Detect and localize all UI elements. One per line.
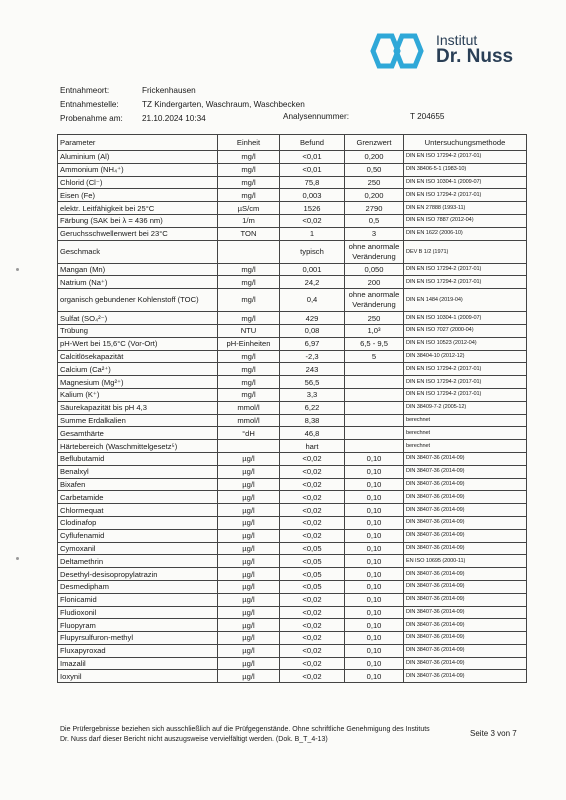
cell-grenzwert: 0,10 [345,580,404,593]
analysennummer-value: T 204655 [410,112,445,121]
cell-parameter: Beflubutamid [58,452,218,465]
cell-grenzwert: 0,10 [345,478,404,491]
cell-grenzwert: 0,10 [345,452,404,465]
cell-einheit: mg/l [218,263,280,276]
cell-einheit: mmol/l [218,414,280,427]
cell-methode: DIN EN ISO 10304-1 (2009-07) [404,176,527,189]
table-row [58,388,527,401]
cell-parameter: Imazalil [58,657,218,670]
cell-methode: berechnet [404,440,527,453]
cell-einheit: µg/l [218,529,280,542]
cell-methode: DIN 38407-36 (2014-09) [404,632,527,645]
cell-einheit: TON [218,227,280,240]
cell-einheit: mg/l [218,163,280,176]
cell-parameter: Mangan (Mn) [58,263,218,276]
cell-befund: <0,05 [280,542,345,555]
table-row [58,478,527,491]
cell-parameter: Calcitlösekapazität [58,350,218,363]
cell-grenzwert: 0,10 [345,529,404,542]
probenahme-value: 21.10.2024 10:34 [142,114,206,123]
cell-grenzwert: 0,10 [345,632,404,645]
table-row [58,227,527,240]
cell-einheit: °dH [218,427,280,440]
brand-line2: Dr. Nuss [436,46,514,67]
cell-grenzwert: 0,10 [345,542,404,555]
cell-grenzwert: 1,0³ [345,324,404,337]
cell-befund: 1 [280,227,345,240]
cell-einheit: µg/l [218,593,280,606]
cell-befund: 0,001 [280,263,345,276]
cell-befund: <0,01 [280,151,345,164]
cell-grenzwert [345,388,404,401]
cell-parameter: Fludioxonil [58,606,218,619]
cell-grenzwert [345,376,404,389]
table-body [58,151,527,683]
cell-methode: DIN EN ISO 10523 (2012-04) [404,337,527,350]
cell-grenzwert: 0,200 [345,189,404,202]
cell-befund: <0,02 [280,670,345,683]
cell-befund: <0,02 [280,478,345,491]
table-row [58,363,527,376]
cell-befund: <0,02 [280,465,345,478]
cell-einheit: mg/l [218,376,280,389]
table-row [58,516,527,529]
cell-grenzwert: 0,050 [345,263,404,276]
cell-methode: DIN 38407-36 (2014-09) [404,580,527,593]
cell-grenzwert: 0,10 [345,516,404,529]
cell-methode: DIN 38404-10 (2012-12) [404,350,527,363]
institute-logo [368,30,538,70]
cell-parameter: Cymoxanil [58,542,218,555]
table-row [58,657,527,670]
cell-einheit: µg/l [218,606,280,619]
cell-methode: DIN EN ISO 17294-2 (2017-01) [404,376,527,389]
cell-parameter: Ammonium (NH₄⁺) [58,163,218,176]
cell-grenzwert: 0,10 [345,619,404,632]
cell-befund: 243 [280,363,345,376]
header-einheit: Einheit [218,135,280,151]
entnahmeort-value: Frickenhausen [142,86,196,95]
punch-hole-mark [16,557,19,560]
cell-befund: 0,003 [280,189,345,202]
cell-methode: DIN 38407-36 (2014-09) [404,657,527,670]
table-row [58,263,527,276]
cell-einheit: µg/l [218,491,280,504]
cell-befund: <0,01 [280,163,345,176]
cell-einheit: mg/l [218,350,280,363]
cell-parameter: Chlorid (Cl⁻) [58,176,218,189]
cell-befund: 0,08 [280,324,345,337]
table-row [58,163,527,176]
cell-grenzwert: 2790 [345,202,404,215]
cell-parameter: Natrium (Na⁺) [58,276,218,289]
table-row [58,151,527,164]
cell-einheit [218,240,280,263]
cell-befund: <0,02 [280,593,345,606]
cell-einheit: mg/l [218,388,280,401]
cell-methode: DIN 38407-36 (2014-09) [404,478,527,491]
cell-parameter: Desmedipham [58,580,218,593]
header-parameter: Parameter [58,135,218,151]
cell-grenzwert: 0,10 [345,593,404,606]
cell-einheit: mg/l [218,176,280,189]
cell-einheit: mg/l [218,276,280,289]
cell-methode: DIN EN ISO 17294-2 (2017-01) [404,151,527,164]
cell-einheit: µg/l [218,670,280,683]
cell-befund: <0,02 [280,619,345,632]
table-row [58,606,527,619]
cell-methode: DIN 38407-36 (2014-09) [404,619,527,632]
entnahmeort-label: Entnahmeort: [60,86,110,95]
results-table [57,134,527,683]
cell-befund: <0,02 [280,606,345,619]
cell-einheit: 1/m [218,214,280,227]
cell-methode: DIN EN ISO 10304-1 (2009-07) [404,312,527,325]
cell-parameter: Summe Erdalkalien [58,414,218,427]
cell-einheit: µg/l [218,542,280,555]
cell-parameter: Bixafen [58,478,218,491]
table-row [58,670,527,683]
cell-methode: DIN 38409-7-2 (2005-12) [404,401,527,414]
table-row [58,414,527,427]
cell-methode: DIN 38407-36 (2014-09) [404,606,527,619]
cell-einheit: µg/l [218,632,280,645]
cell-parameter: Ioxynil [58,670,218,683]
cell-parameter: Chlormequat [58,504,218,517]
cell-einheit: µg/l [218,516,280,529]
cell-methode: DIN 38407-36 (2014-09) [404,529,527,542]
cell-befund: <0,05 [280,580,345,593]
cell-parameter: Fluopyram [58,619,218,632]
cell-methode: DIN 38407-36 (2014-09) [404,644,527,657]
cell-befund: typisch [280,240,345,263]
cell-grenzwert: 200 [345,276,404,289]
cell-grenzwert [345,401,404,414]
cell-parameter: pH-Wert bei 15,6°C (Vor-Ort) [58,337,218,350]
table-row [58,440,527,453]
table-row [58,324,527,337]
cell-parameter: Geschmack [58,240,218,263]
cell-einheit: µg/l [218,478,280,491]
table-row [58,276,527,289]
cell-einheit: mmol/l [218,401,280,414]
table-row [58,542,527,555]
cell-methode: DIN EN ISO 17294-2 (2017-01) [404,189,527,202]
hexagon-logo-icon [368,33,430,69]
cell-einheit: µg/l [218,580,280,593]
cell-grenzwert: 0,10 [345,555,404,568]
cell-grenzwert: 0,10 [345,568,404,581]
cell-grenzwert: 0,10 [345,644,404,657]
cell-grenzwert: 0,10 [345,670,404,683]
cell-grenzwert: 0,10 [345,491,404,504]
punch-hole-mark [16,268,19,271]
cell-grenzwert: 0,10 [345,465,404,478]
cell-parameter: Clodinafop [58,516,218,529]
cell-methode: DIN 38407-36 (2014-09) [404,465,527,478]
table-row [58,401,527,414]
table-row [58,240,527,263]
cell-parameter: Desethyl-desisopropylatrazin [58,568,218,581]
cell-methode: DIN EN 1622 (2006-10) [404,227,527,240]
cell-grenzwert: 0,50 [345,163,404,176]
cell-parameter: Aluminium (Al) [58,151,218,164]
header-befund: Befund [280,135,345,151]
cell-parameter: Kalium (K⁺) [58,388,218,401]
cell-methode: EN ISO 10695 (2000-11) [404,555,527,568]
cell-methode: DIN 38407-36 (2014-09) [404,670,527,683]
cell-einheit: µg/l [218,504,280,517]
table-row [58,491,527,504]
cell-befund: 24,2 [280,276,345,289]
table-row [58,312,527,325]
cell-befund: <0,02 [280,632,345,645]
cell-methode: DIN 38407-36 (2014-09) [404,452,527,465]
cell-befund: <0,02 [280,644,345,657]
table-row [58,350,527,363]
cell-parameter: Benalxyl [58,465,218,478]
table-row [58,214,527,227]
cell-grenzwert: 0,5 [345,214,404,227]
brand-line1: Institut [436,32,478,48]
table-row [58,289,527,312]
cell-methode: berechnet [404,427,527,440]
cell-befund: 46,8 [280,427,345,440]
cell-methode: DIN 38407-36 (2014-09) [404,504,527,517]
cell-einheit: µS/cm [218,202,280,215]
cell-einheit: pH-Einheiten [218,337,280,350]
cell-parameter: Deltamethrin [58,555,218,568]
cell-befund: <0,02 [280,529,345,542]
cell-methode: DIN 38407-36 (2014-09) [404,491,527,504]
table-row [58,568,527,581]
cell-befund: hart [280,440,345,453]
cell-befund: 429 [280,312,345,325]
cell-grenzwert: 0,200 [345,151,404,164]
cell-befund: <0,02 [280,452,345,465]
cell-grenzwert: 0,10 [345,657,404,670]
table-row [58,465,527,478]
cell-parameter: Sulfat (SO₄²⁻) [58,312,218,325]
cell-methode: DIN EN ISO 17294-2 (2017-01) [404,276,527,289]
cell-methode: DIN EN ISO 17294-2 (2017-01) [404,263,527,276]
cell-grenzwert: 0,10 [345,606,404,619]
table-row [58,619,527,632]
cell-befund: <0,02 [280,214,345,227]
cell-grenzwert [345,440,404,453]
probenahme-label: Probenahme am: [60,114,123,123]
table-row [58,427,527,440]
entnahmestelle-label: Entnahmestelle: [60,100,119,109]
cell-befund: 8,38 [280,414,345,427]
cell-methode: DIN 38407-36 (2014-09) [404,593,527,606]
cell-parameter: organisch gebundener Kohlenstoff (TOC) [58,289,218,312]
cell-grenzwert: 250 [345,312,404,325]
table-row [58,632,527,645]
cell-parameter: elektr. Leitfähigkeit bei 25°C [58,202,218,215]
cell-einheit: µg/l [218,644,280,657]
cell-einheit: µg/l [218,555,280,568]
cell-befund: 6,22 [280,401,345,414]
table-row [58,376,527,389]
cell-einheit: mg/l [218,289,280,312]
cell-einheit: mg/l [218,189,280,202]
cell-grenzwert [345,414,404,427]
cell-parameter: Trübung [58,324,218,337]
cell-befund: 0,4 [280,289,345,312]
entnahmestelle-value: TZ Kindergarten, Waschraum, Waschbecken [142,100,305,109]
table-row [58,202,527,215]
cell-einheit: mg/l [218,363,280,376]
cell-methode: DIN EN ISO 7887 (2012-04) [404,214,527,227]
cell-parameter: Säurekapazität bis pH 4,3 [58,401,218,414]
cell-methode: DIN 38407-36 (2014-09) [404,516,527,529]
cell-befund: 1526 [280,202,345,215]
cell-parameter: Gesamthärte [58,427,218,440]
cell-grenzwert [345,427,404,440]
cell-methode: DIN 38406-5-1 (1983-10) [404,163,527,176]
cell-einheit: µg/l [218,657,280,670]
cell-methode: berechnet [404,414,527,427]
cell-grenzwert: 250 [345,176,404,189]
cell-grenzwert: 5 [345,350,404,363]
cell-grenzwert: 6,5 - 9,5 [345,337,404,350]
cell-befund: <0,02 [280,657,345,670]
cell-methode: DIN 38407-36 (2014-09) [404,542,527,555]
cell-parameter: Flupyrsulfuron-methyl [58,632,218,645]
cell-parameter: Eisen (Fe) [58,189,218,202]
table-row [58,452,527,465]
cell-parameter: Cyflufenamid [58,529,218,542]
table-row [58,504,527,517]
table-row [58,593,527,606]
cell-befund: <0,05 [280,568,345,581]
header-grenzwert: Grenzwert [345,135,404,151]
cell-methode: DIN EN ISO 17294-2 (2017-01) [404,388,527,401]
cell-befund: <0,02 [280,516,345,529]
cell-einheit: µg/l [218,619,280,632]
cell-einheit: µg/l [218,568,280,581]
cell-methode: DIN EN 27888 (1993-11) [404,202,527,215]
cell-parameter: Calcium (Ca²⁺) [58,363,218,376]
cell-grenzwert: 3 [345,227,404,240]
cell-parameter: Fluxapyroxad [58,644,218,657]
cell-befund: <0,05 [280,555,345,568]
cell-einheit: mg/l [218,312,280,325]
table-row [58,176,527,189]
table-row [58,189,527,202]
cell-methode: DIN EN ISO 7027 (2000-04) [404,324,527,337]
cell-befund: <0,02 [280,491,345,504]
cell-einheit [218,440,280,453]
cell-einheit: mg/l [218,151,280,164]
analysennummer-label: Analysennummer: [283,112,349,121]
cell-grenzwert: ohne anormale Veränderung [345,240,404,263]
cell-parameter: Härtebereich (Waschmittelgesetz⁵) [58,440,218,453]
cell-befund: 3,3 [280,388,345,401]
table-row [58,337,527,350]
cell-einheit: NTU [218,324,280,337]
cell-grenzwert [345,363,404,376]
cell-befund: 6,97 [280,337,345,350]
cell-befund: 56,5 [280,376,345,389]
cell-parameter: Magnesium (Mg²⁺) [58,376,218,389]
table-row [58,529,527,542]
cell-einheit: µg/l [218,465,280,478]
page-number: Seite 3 von 7 [470,729,517,738]
cell-parameter: Geruchsschwellenwert bei 23°C [58,227,218,240]
cell-grenzwert: ohne anormale Veränderung [345,289,404,312]
cell-befund: <0,02 [280,504,345,517]
cell-parameter: Färbung (SAK bei λ = 436 nm) [58,214,218,227]
cell-parameter: Flonicamid [58,593,218,606]
cell-methode: DIN EN 1484 (2019-04) [404,289,527,312]
cell-methode: DEV B 1/2 (1971) [404,240,527,263]
cell-befund: 75,8 [280,176,345,189]
table-row [58,580,527,593]
footer-note: Die Prüfergebnisse beziehen sich ausschließlich auf die Prüfgegenstände. Ohne schriftliche Genehmigung des Instituts Dr. Nuss darf dieser Bericht nicht auszugsweise vervielfältigt werden. (Dok. B_T_4-13) [60,726,430,743]
table-header-row [58,135,527,151]
cell-parameter: Carbetamide [58,491,218,504]
cell-befund: -2,3 [280,350,345,363]
cell-einheit: µg/l [218,452,280,465]
table-row [58,644,527,657]
cell-grenzwert: 0,10 [345,504,404,517]
table-row [58,555,527,568]
cell-methode: DIN 38407-36 (2014-09) [404,568,527,581]
header-methode: Untersuchungsmethode [404,135,527,151]
cell-methode: DIN EN ISO 17294-2 (2017-01) [404,363,527,376]
